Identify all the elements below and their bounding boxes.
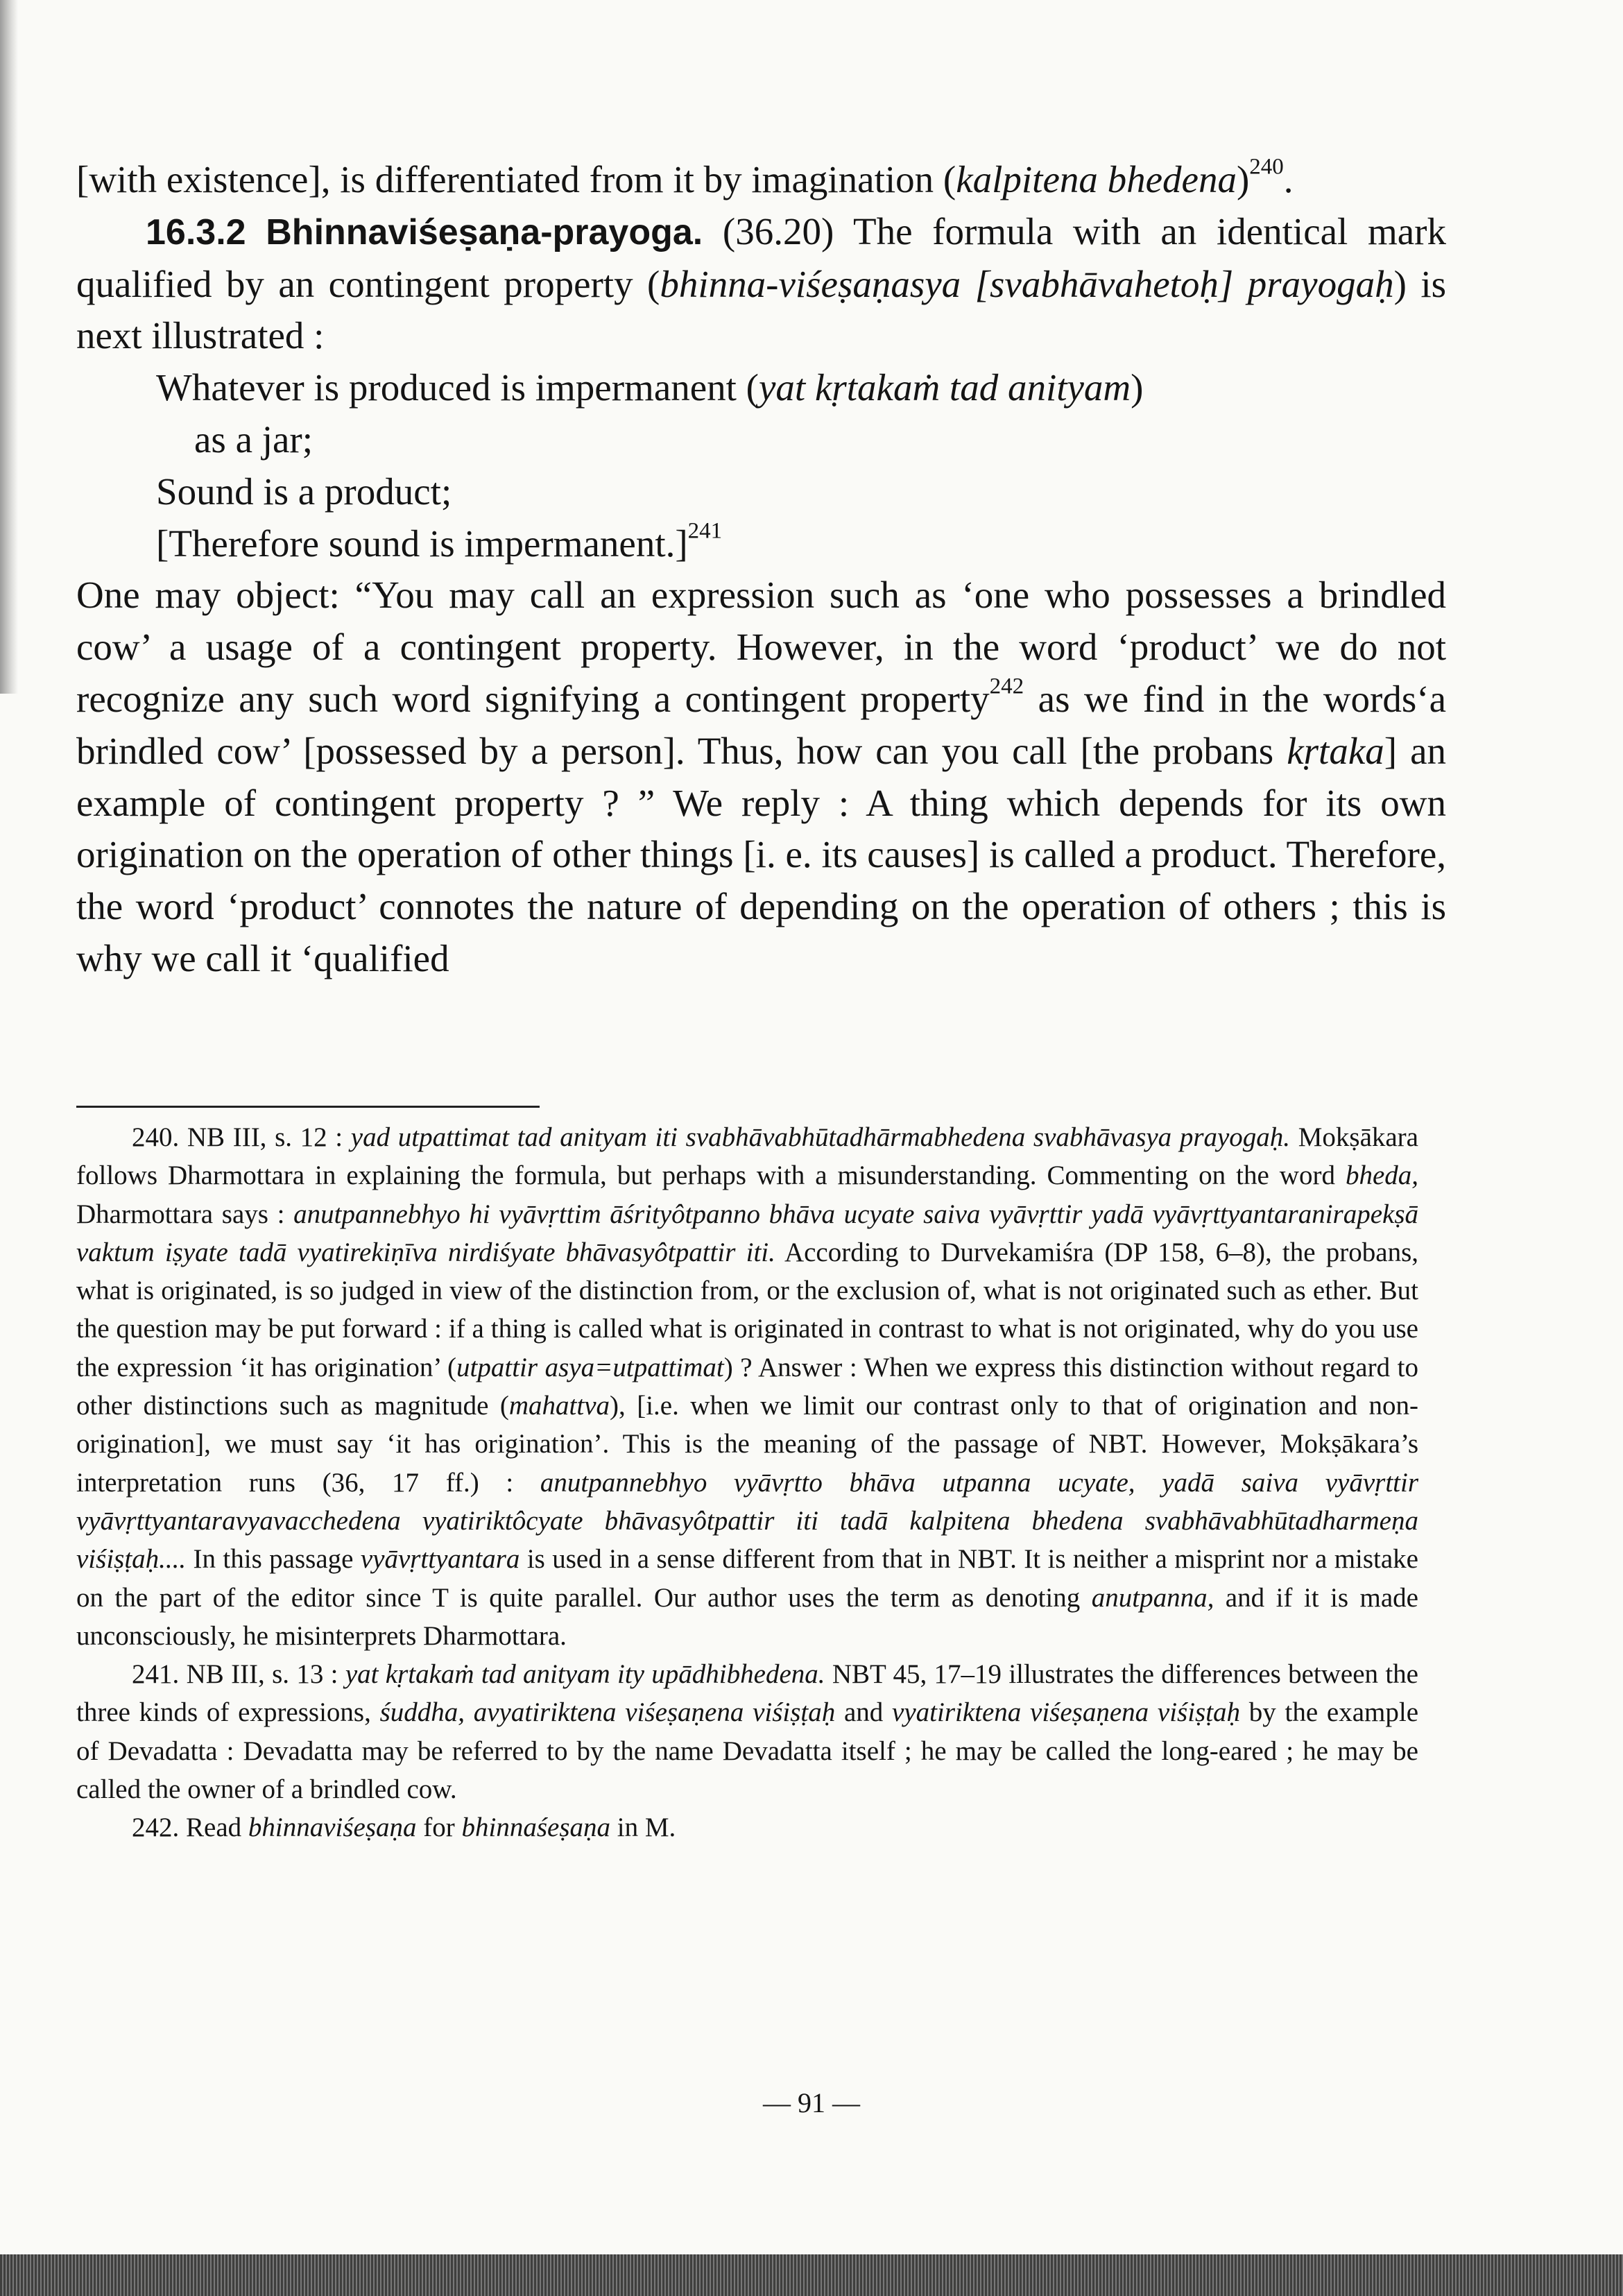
text-run: ) is next illustrated : — [76, 262, 1447, 357]
sanskrit-term: mahattva — [508, 1391, 610, 1421]
main-text — [76, 154, 1446, 985]
text-run: Sound is a product; — [156, 470, 452, 513]
text-run: as a jar; — [194, 418, 314, 461]
scan-edge-bottom — [0, 2254, 1623, 2296]
text-run: ) ? Answer : When we express this distinction without regard to other distinctions such as magnitude ( — [76, 1352, 1418, 1421]
text-run: and if it is made unconsciously, he misinterprets Dharmottara. — [76, 1582, 1418, 1651]
sanskrit-term: anutpannebhyo hi vyāvṛttim āśrityôtpanno bhāva ucyate saiva vyāvṛttir yadā vyāvṛttyantaranirapekṣā vaktum iṣyate tadā vyatirekiṇīva nirdiśyate bhāvasyôtpattir iti. — [76, 1199, 1419, 1267]
text-run: Mokṣākara follows Dharmottara in explaining the formula, but perhaps with a misunderstanding. Commenting on the word — [76, 1122, 1418, 1191]
sanskrit-term: anutpanna, — [1091, 1582, 1214, 1613]
sanskrit-term: śuddha, avyatiriktena viśeṣaṇena viśiṣṭaḥ — [379, 1697, 836, 1728]
objection-paragraph — [76, 569, 1446, 984]
text-run: [Therefore sound is impermanent.] — [156, 522, 688, 565]
sanskrit-term: vyatiriktena viśeṣaṇena viśiṣṭaḥ — [892, 1697, 1241, 1728]
formula-line-4 — [76, 518, 1446, 570]
footnote-ref-241[interactable]: 241 — [687, 518, 723, 544]
sanskrit-term: vyāvṛttyantara — [360, 1544, 520, 1575]
text-run: Read — [179, 1813, 248, 1843]
sanskrit-term: utpattir asya=utpattimat — [456, 1352, 724, 1382]
text-run: NBT 45, 17–19 illustrates the differences between the three kinds of expressions, — [76, 1659, 1418, 1728]
text-run: ] an example of contingent property ? ” We reply : A thing which depends for its own origination on the operation of other things [i. e. its causes] is called a product. Therefore, the word ‘product’ connotes the nature of depending on the operation of others ; this is why we call it ‘qualified — [76, 729, 1446, 979]
sanskrit-term: yad utpattimat tad anityam iti svabhāvabhūtadhārmabhedena svabhāvasya prayogaḥ. — [350, 1122, 1291, 1152]
sanskrit-term: kṛtaka — [1287, 729, 1384, 772]
text-run: . — [1283, 158, 1294, 200]
footnote-label: 242. — [132, 1813, 180, 1843]
sanskrit-term: yat kṛtakaṁ tad anityam — [759, 366, 1131, 409]
paragraph-continuation — [76, 154, 1446, 206]
text-run: Whatever is produced is impermanent ( — [156, 366, 759, 409]
text-run: According to Durvekamiśra (DP 158, 6–8), the probans, what is originated, is so judged in view of the distinction from, or the exclusion of, what is not originated such as ether. But the question may be put forward : if a thing is called what is originated in contrast to what is not originated, why do you use the expression ‘it has origination’ ( — [76, 1237, 1418, 1382]
sanskrit-term: anutpannebhyo vyāvṛtto bhāva utpanna ucyate, yadā saiva vyāvṛttir vyāvṛttyantaravyavacchedena vyatiriktôcyate bhāvasyôtpattir iti tadā kalpitena bhedena svabhāvabhūtadharmeṇa viśiṣṭaḥ.... — [76, 1467, 1419, 1575]
scan-shadow-left — [0, 0, 18, 694]
sanskrit-term: yat kṛtakaṁ tad anityam ity upādhibhedena. — [345, 1659, 825, 1690]
footnotes — [76, 1118, 1418, 1847]
text-run: [with existence], is differentiated from it by imagination ( — [76, 158, 956, 200]
section-paragraph — [76, 206, 1446, 362]
text-run: is used in a sense different from that in NBT. It is neither a misprint nor a mistake on the part of the editor since T is quite parallel. Our author uses the term as denoting — [76, 1544, 1418, 1613]
text-run: for — [416, 1813, 462, 1843]
footnote-242 — [76, 1808, 1418, 1847]
text-run: ), [i.e. when we limit our contrast only to that of origination and non-origination], we must say ‘it has origination’. This is the meaning of the passage of NBT. However, Mokṣākara’s interpretation runs (36, 17 ff.) : — [76, 1391, 1418, 1498]
footnote-label: 241. — [132, 1659, 180, 1690]
footnote-ref-242[interactable]: 242 — [989, 674, 1024, 699]
page-number: — 91 — — [763, 2087, 860, 2118]
text-run: (36.20) The formula with an identical mark qualified by an contingent property ( — [76, 209, 1446, 305]
section-number: 16.3.2 — [146, 212, 246, 252]
text-run: NB III, s. 12 : — [179, 1122, 351, 1152]
formula-line-3 — [76, 466, 1446, 518]
footnote-label: 240. — [132, 1122, 180, 1152]
footnote-ref-240[interactable]: 240 — [1249, 154, 1284, 180]
footnote-241 — [76, 1655, 1418, 1808]
text-run: and — [835, 1697, 893, 1728]
text-run: in M. — [610, 1813, 676, 1843]
text-run: ) — [1236, 158, 1250, 200]
text-run: One may object: “You may call an expression such as ‘one who possesses a brindled cow’ a usage of a contingent property. However, in the word ‘product’ we do not recognize any such word signifying a contingent property — [76, 574, 1446, 720]
text-run: ) — [1131, 366, 1144, 409]
sanskrit-term: bhinna-viśeṣaṇasya [svabhāvahetoḥ] prayogaḥ — [660, 262, 1394, 305]
text-run: Dharmottara says : — [76, 1199, 294, 1229]
sanskrit-term: bhinnaśeṣaṇa — [461, 1813, 611, 1843]
footnote-240 — [76, 1118, 1418, 1655]
sanskrit-term: bhinnaviśeṣaṇa — [248, 1813, 417, 1843]
formula-line-2 — [76, 414, 1446, 466]
sanskrit-term: kalpitena bhedena — [956, 158, 1237, 200]
text-run: as we find in the words‘a brindled cow’ [possessed by a person]. Thus, how can you call [the probans — [76, 677, 1446, 772]
text-run: NB III, s. 13 : — [179, 1659, 345, 1690]
section-title: Bhinnaviśeṣaṇa-prayoga. — [266, 212, 703, 252]
formula-line-1 — [76, 362, 1446, 414]
footnote-divider — [76, 1106, 540, 1108]
text-run: by the example of Devadatta : Devadatta may be referred to by the name Devadatta itself ; he may be called the long-eared ; he may be called the owner of a brindled cow. — [76, 1697, 1418, 1805]
text-run: In this passage — [186, 1544, 361, 1575]
sanskrit-term: bheda, — [1345, 1160, 1418, 1191]
